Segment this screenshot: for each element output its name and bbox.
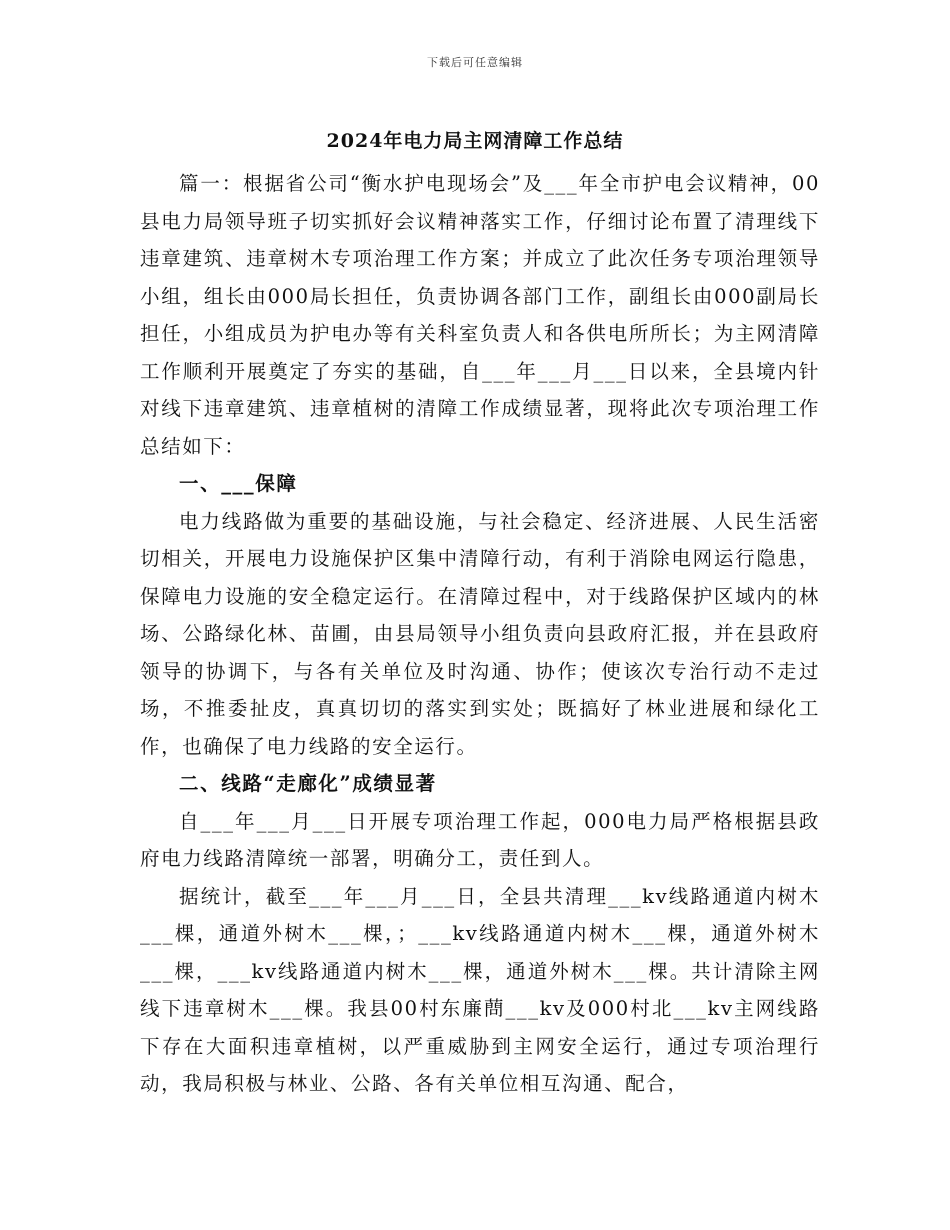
section-heading-2: 二、线路“走廊化”成绩显著	[179, 772, 437, 795]
paragraph-section-1: 电力线路做为重要的基础设施，与社会稳定、经济进展、人民生活密切相关，开展电力设施保护区集中清障行动，有利于消除电网运行隐患，保障电力设施的安全稳定运行。在清障过程中，对于线路保护区域内的林场、公路绿化林、苗圃，由县局领导小组负责向县政府汇报，并在县政府领导的协调下，与各有关单位及时沟通、协作；使该次专治行动不走过场，不推委扯皮，真真切切的落实到实处；既搞好了林业进展和绿化工作，也确保了电力线路的安全运行。	[140, 509, 820, 758]
header-note: 下载后可任意编辑	[427, 56, 523, 69]
paragraph-section-2b: 据统计，截至___年___月___日，全县共清理___kv线路通道内树木___棵，通道外树木___棵，；___kv线路通道内树木___棵，通道外树木___棵，___kv线路通道内树木___棵，通道外树木___棵。共计清除主网线下违章树木___棵。我县00村东廉蔄___kv及000村北___kv主网线路下存在大面积违章植树，以严重威胁到主网安全运行，通过专项治理行动，我局积极与林业、公路、各有关单位相互沟通、配合，	[140, 884, 820, 1095]
paragraph-intro: 篇一：根据省公司“衡水护电现场会”及___年全市护电会议精神，00县电力局领导班子切实抓好会议精神落实工作，仔细讨论布置了清理线下违章建筑、违章树木专项治理工作方案；并成立了此次任务专项治理领导小组，组长由000局长担任，负责协调各部门工作，副组长由000副局长担任，小组成员为护电办等有关科室负责人和各供电所所长；为主网清障工作顺利开展奠定了夯实的基础，自___年___月___日以来，全县境内针对线下违章建筑、违章植树的清障工作成绩显著，现将此次专项治理工作总结如下：	[140, 172, 820, 458]
paragraph-section-2a: 自___年___月___日开展专项治理工作起，000电力局严格根据县政府电力线路清障统一部署，明确分工，责任到人。	[140, 809, 820, 870]
page-title: 2024年电力局主网清障工作总结	[326, 130, 624, 152]
document-body	[140, 165, 820, 1103]
section-heading-1: 一、___保障	[179, 472, 298, 495]
